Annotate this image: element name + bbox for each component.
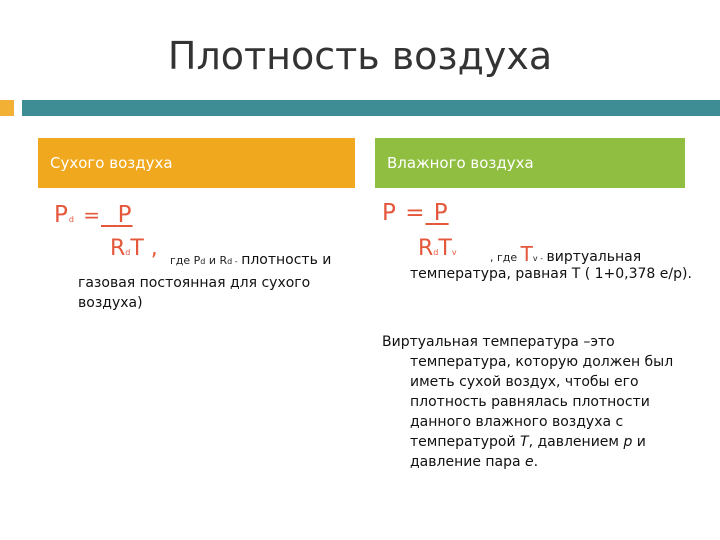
formula-equals: = xyxy=(83,203,102,227)
virt-text-c: и давление пара xyxy=(410,434,646,470)
formula-p: P xyxy=(54,202,69,228)
virtual-temperature-first-line: Виртуальная температура –это xyxy=(382,334,615,350)
where-text: плотность и xyxy=(241,252,332,268)
formula-p: P xyxy=(382,200,397,226)
where-mid: и R xyxy=(208,254,228,267)
virt-text-a: температура, которую должен был иметь сухой воздух, чтобы его плотность равнялась плотности данного влажного воздуха с температурой xyxy=(410,354,674,450)
virt-text-b: , давлением xyxy=(528,434,619,450)
dry-air-formula-denominator xyxy=(110,236,158,261)
title-rule-bar xyxy=(22,100,720,116)
where-prefix: где P xyxy=(170,254,201,267)
humid-air-formula-denominator xyxy=(418,236,457,261)
formula-r: R xyxy=(110,236,126,261)
formula-t: T , xyxy=(130,236,158,261)
virt-p: p xyxy=(623,434,633,450)
page-title: Плотность воздуха xyxy=(167,34,553,78)
humid-air-header-label: Влажного воздуха xyxy=(387,154,534,172)
formula-r-subscript: d xyxy=(433,248,439,257)
where-t: T xyxy=(520,242,533,266)
humid-air-header xyxy=(375,138,685,188)
virt-T: T xyxy=(520,434,529,450)
formula-numerator xyxy=(425,200,448,226)
virt-end: . xyxy=(533,454,539,470)
where-text: виртуальная xyxy=(546,249,642,265)
formula-r: R xyxy=(418,236,434,261)
accent-square xyxy=(0,100,14,116)
formula-equals: = xyxy=(405,200,426,226)
virt-e: e xyxy=(525,454,534,470)
formula-numerator xyxy=(101,202,133,228)
formula-t-subscript: v xyxy=(451,248,457,257)
dry-air-header-label: Сухого воздуха xyxy=(50,154,173,172)
formula-numerator-text: P xyxy=(117,202,133,228)
formula-numerator-text: P xyxy=(433,200,449,226)
formula-r-subscript: d xyxy=(125,248,131,257)
where-prefix: , где xyxy=(490,251,521,264)
humid-air-formula-top xyxy=(382,200,449,226)
where-t-subscript: v - xyxy=(532,254,544,263)
dry-air-where-line xyxy=(170,250,331,270)
dry-air-formula-top xyxy=(54,202,133,228)
humid-air-description: температура, равная T ( 1+0,378 e/p). xyxy=(410,266,692,282)
where-p-subscript: d xyxy=(200,257,206,266)
formula-t: T xyxy=(438,236,452,261)
where-r-subscript: d - xyxy=(227,257,238,266)
virtual-temperature-definition xyxy=(410,352,690,472)
formula-p-subscript: d xyxy=(68,215,75,224)
dry-air-description: газовая постоянная для сухого воздуха) xyxy=(78,275,311,311)
dry-air-header xyxy=(38,138,355,188)
